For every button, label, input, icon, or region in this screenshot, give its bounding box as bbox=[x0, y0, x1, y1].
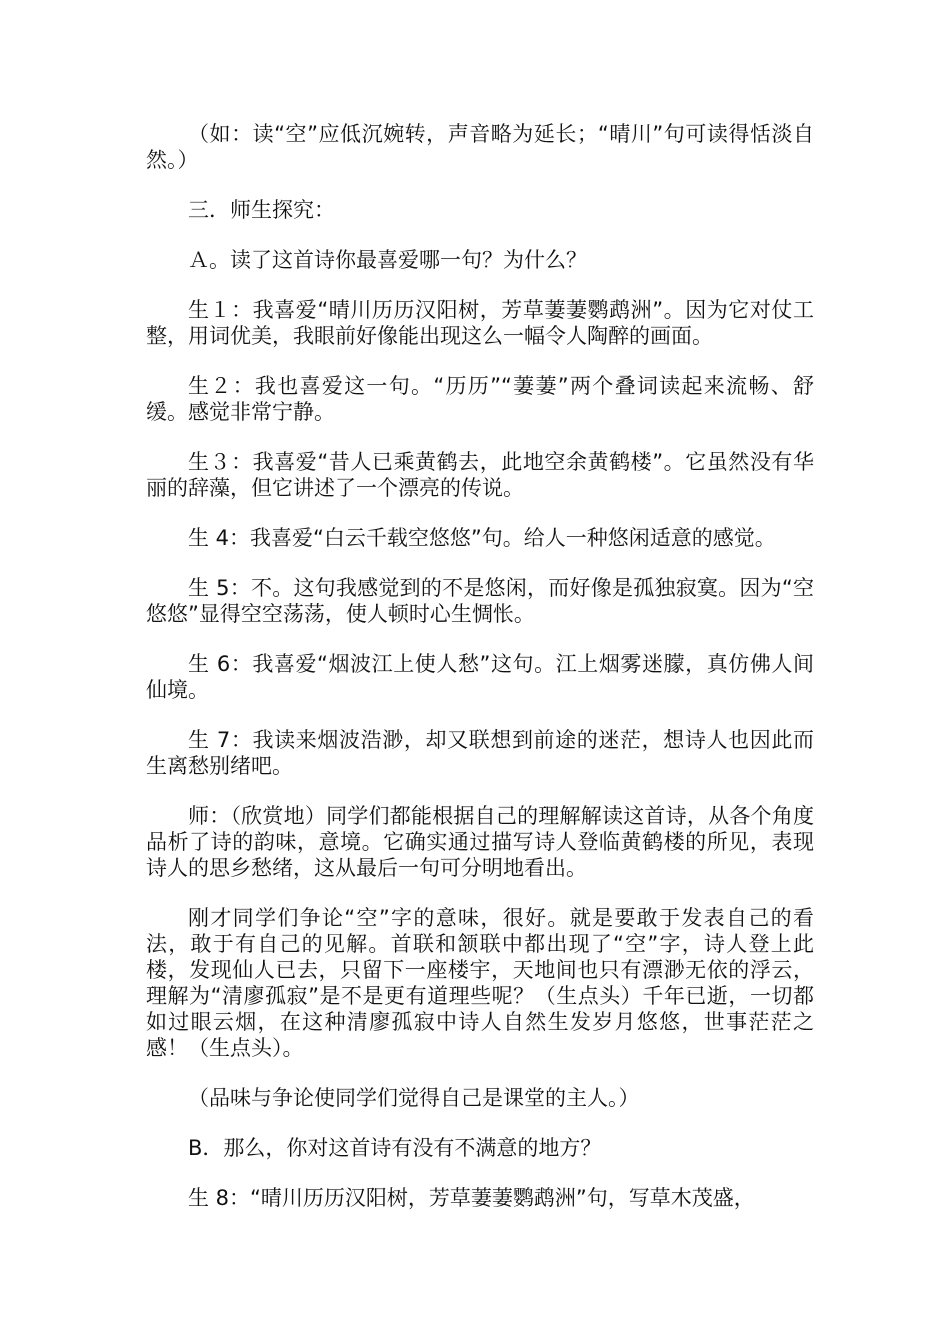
student-response-8: 生 8：“晴川历历汉阳树，芳草萋萋鹦鹉洲”句，写草木茂盛， bbox=[188, 1186, 755, 1210]
student-response-1: 生１：我喜爱“晴川历历汉阳树，芳草萋萋鹦鹉洲”。因为它对仗工整，用词优美，我眼前好像能出现这么一幅令人陶醉的画面。 bbox=[146, 298, 814, 348]
document-body bbox=[146, 121, 814, 1235]
paragraph-reading-note: （如：读“空”应低沉婉转，声音略为延长；“晴川”句可读得恬淡自然。） bbox=[146, 122, 814, 172]
section-heading: 三．师生探究： bbox=[188, 198, 335, 222]
teacher-comment: 师：（欣赏地）同学们都能根据自己的理解解读这首诗，从各个角度品析了诗的韵味，意境。它确实通过描写诗人登临黄鹤楼的所见，表现诗人的思乡愁绪，这从最后一句可分明地看出。 bbox=[146, 804, 814, 880]
student-response-3: 生３：我喜爱“昔人已乘黄鹤去，此地空余黄鹤楼”。它虽然没有华丽的辞藻，但它讲述了一个漂亮的传说。 bbox=[146, 450, 814, 500]
student-response-6: 生 6：我喜爱“烟波江上使人愁”这句。江上烟雾迷朦，真仿佛人间仙境。 bbox=[146, 652, 814, 702]
student-response-7: 生 7：我读来烟波浩渺，却又联想到前途的迷茫，想诗人也因此而生离愁别绪吧。 bbox=[146, 728, 814, 778]
student-response-5: 生 5：不。这句我感觉到的不是悠闲，而好像是孤独寂寞。因为“空悠悠”显得空空荡荡，使人顿时心生惆怅。 bbox=[146, 576, 814, 626]
student-response-4: 生 4：我喜爱“白云千载空悠悠”句。给人一种悠闲适意的感觉。 bbox=[188, 526, 776, 550]
question-a: Ａ。读了这首诗你最喜爱哪一句？为什么？ bbox=[188, 248, 587, 272]
teacher-analysis: 刚才同学们争论“空”字的意味，很好。就是要敢于发表自己的看法，敢于有自己的见解。首联和颔联中都出现了“空”字，诗人登上此楼，发现仙人已去，只留下一座楼宇，天地间也只有漂渺无依的浮云，理解为“清廖孤寂”是不是更有道理些呢？（生点头）千年已逝，一切都如过眼云烟，在这种清廖孤寂中诗人自然生发岁月悠悠，世事茫茫之感！（生点头）。 bbox=[146, 906, 814, 1060]
classroom-note: （品味与争论使同学们觉得自己是课堂的主人。） bbox=[188, 1086, 640, 1110]
student-response-2: 生２：我也喜爱这一句。“历历”“萋萋”两个叠词读起来流畅、舒缓。感觉非常宁静。 bbox=[146, 374, 814, 424]
question-b: B．那么，你对这首诗有没有不满意的地方？ bbox=[188, 1136, 602, 1160]
